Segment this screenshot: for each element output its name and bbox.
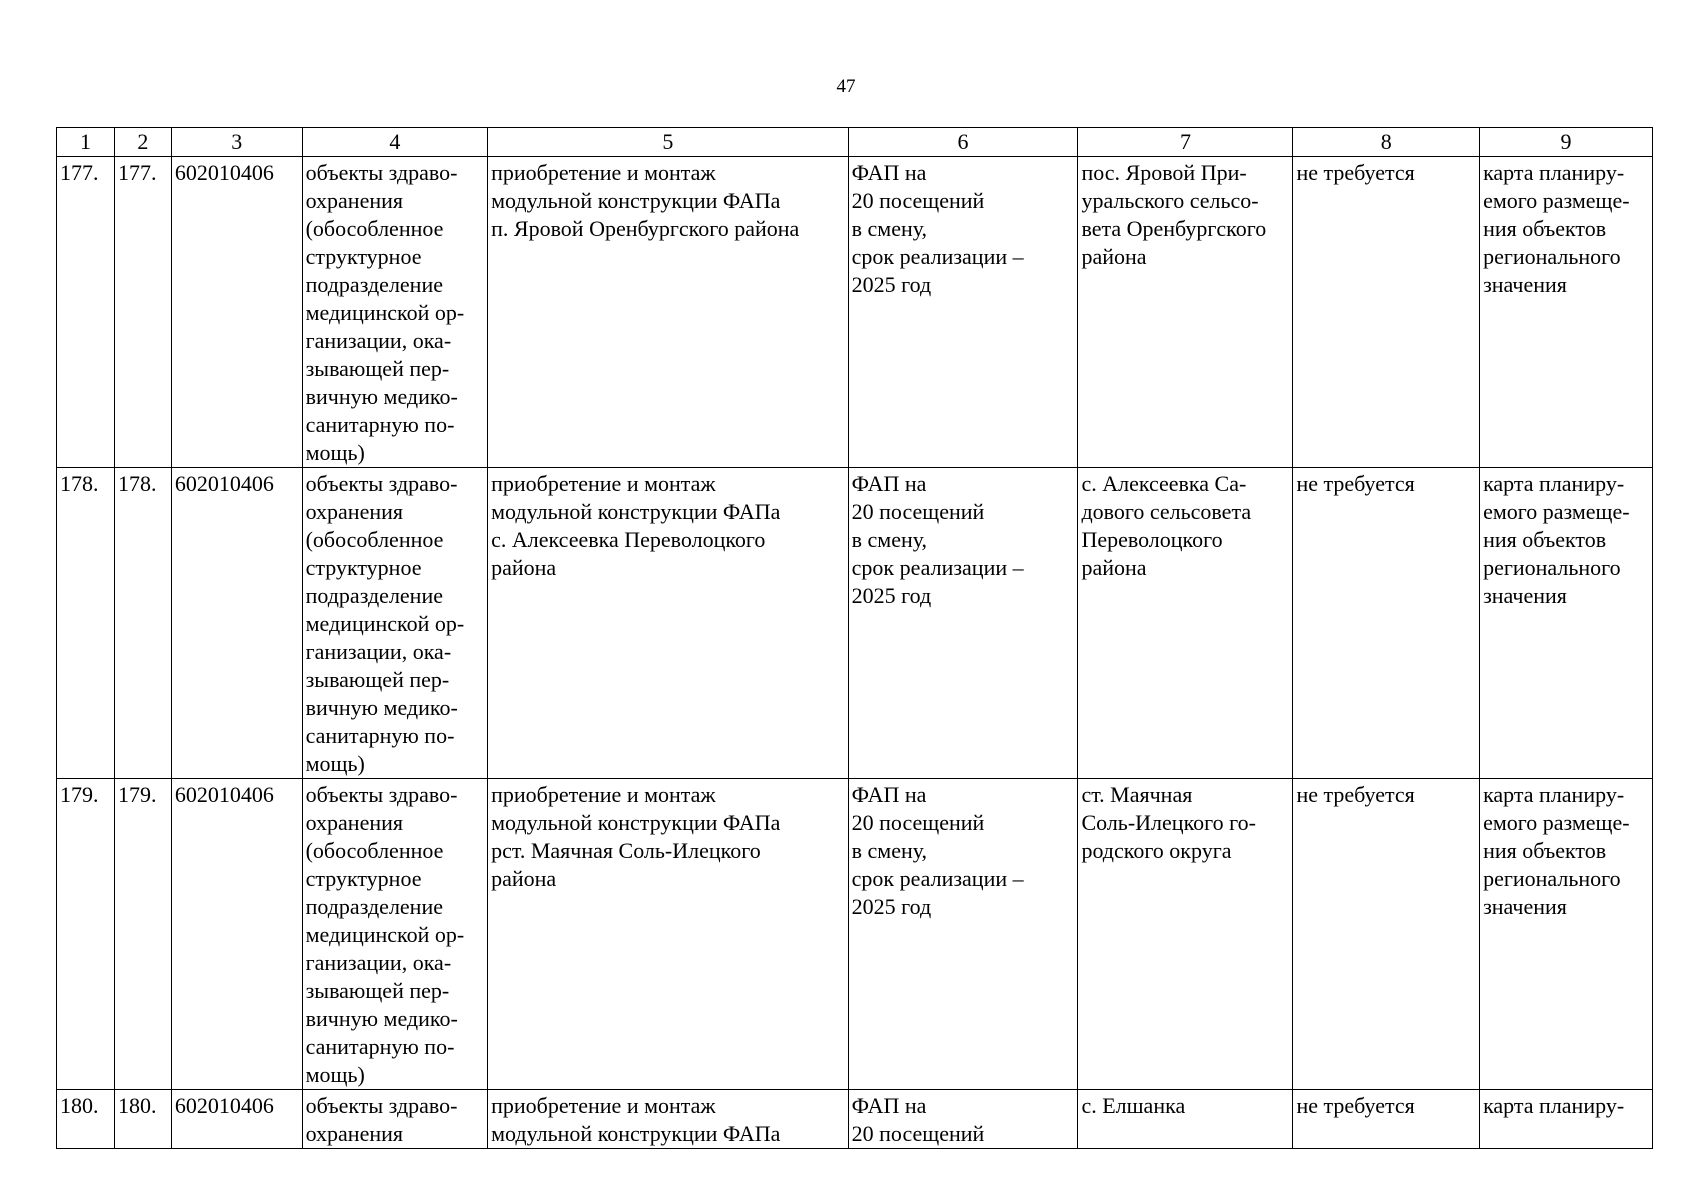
object-type: объекты здраво- охранения	[302, 1090, 488, 1149]
column-header: 8	[1293, 128, 1480, 157]
object-location: с. Алексеевка Са- дового сельсовета Переволоцкого района	[1078, 468, 1293, 779]
object-characteristics: ФАП на 20 посещений	[848, 1090, 1078, 1149]
object-code: 602010406	[171, 779, 302, 1090]
column-header: 2	[114, 128, 171, 157]
zone-requirement: не требуется	[1293, 779, 1480, 1090]
object-description: приобретение и монтаж модульной конструкции ФАПа п. Яровой Оренбургского района	[488, 157, 849, 468]
column-header: 1	[57, 128, 115, 157]
column-header: 3	[171, 128, 302, 157]
object-code: 602010406	[171, 157, 302, 468]
table-row	[57, 1090, 1653, 1149]
header-row	[57, 128, 1653, 157]
object-characteristics: ФАП на 20 посещений в смену, срок реализации – 2025 год	[848, 468, 1078, 779]
zone-requirement: не требуется	[1293, 1090, 1480, 1149]
page-number: 47	[836, 76, 856, 97]
row-number: 179.	[57, 779, 115, 1090]
map-reference: карта планиру-	[1480, 1090, 1653, 1149]
object-code: 602010406	[171, 1090, 302, 1149]
zone-requirement: не требуется	[1293, 157, 1480, 468]
column-header: 9	[1480, 128, 1653, 157]
object-description: приобретение и монтаж модульной конструкции ФАПа рст. Маячная Соль-Илецкого района	[488, 779, 849, 1090]
item-number: 179.	[114, 779, 171, 1090]
object-characteristics: ФАП на 20 посещений в смену, срок реализации – 2025 год	[848, 157, 1078, 468]
object-location: ст. Маячная Соль-Илецкого го- родского округа	[1078, 779, 1293, 1090]
object-characteristics: ФАП на 20 посещений в смену, срок реализации – 2025 год	[848, 779, 1078, 1090]
map-reference: карта планиру- емого размеще- ния объектов регионального значения	[1480, 468, 1653, 779]
object-type: объекты здраво- охранения (обособленное структурное подразделение медицинской ор- ганизации, ока- зывающей пер- вичную медико- санитарную по- мощь)	[302, 468, 488, 779]
object-location: пос. Яровой При- уральского сельсо- вета Оренбургского района	[1078, 157, 1293, 468]
object-type: объекты здраво- охранения (обособленное структурное подразделение медицинской ор- ганизации, ока- зывающей пер- вичную медико- санитарную по- мощь)	[302, 157, 488, 468]
item-number: 178.	[114, 468, 171, 779]
item-number: 177.	[114, 157, 171, 468]
column-header: 5	[488, 128, 849, 157]
zone-requirement: не требуется	[1293, 468, 1480, 779]
object-code: 602010406	[171, 468, 302, 779]
table-row	[57, 157, 1653, 468]
table-row	[57, 468, 1653, 779]
column-header: 7	[1078, 128, 1293, 157]
map-reference: карта планиру- емого размеще- ния объектов регионального значения	[1480, 157, 1653, 468]
column-header: 4	[302, 128, 488, 157]
table-row	[57, 779, 1653, 1090]
row-number: 180.	[57, 1090, 115, 1149]
object-description: приобретение и монтаж модульной конструкции ФАПа	[488, 1090, 849, 1149]
object-description: приобретение и монтаж модульной конструкции ФАПа с. Алексеевка Переволоцкого района	[488, 468, 849, 779]
row-number: 178.	[57, 468, 115, 779]
map-reference: карта планиру- емого размеще- ния объектов регионального значения	[1480, 779, 1653, 1090]
object-type: объекты здраво- охранения (обособленное структурное подразделение медицинской ор- ганизации, ока- зывающей пер- вичную медико- санитарную по- мощь)	[302, 779, 488, 1090]
object-location: с. Елшанка	[1078, 1090, 1293, 1149]
column-header: 6	[848, 128, 1078, 157]
item-number: 180.	[114, 1090, 171, 1149]
row-number: 177.	[57, 157, 115, 468]
data-table	[56, 127, 1653, 1149]
